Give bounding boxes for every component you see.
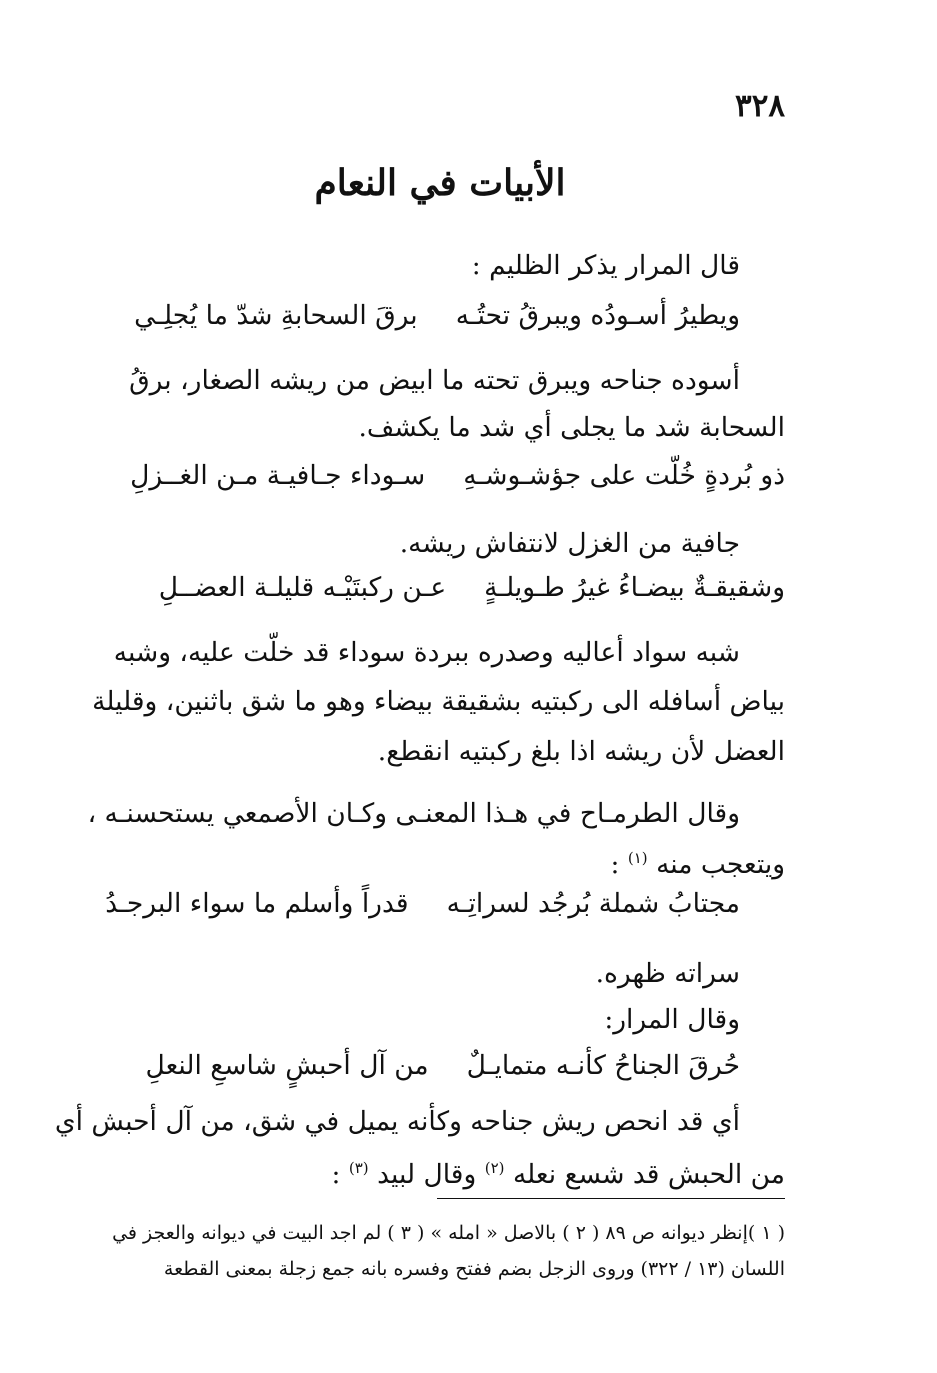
prose-line: العضل لأن ريشه اذا بلغ ركبتيه انقطع. — [377, 736, 785, 767]
prose-line: سراته ظهره. — [595, 958, 740, 989]
prose-line: أي قد انحص ريش جناحه وكأنه يميل في شق، من آل أحبش أي — [54, 1106, 740, 1137]
footnote-line: اللسان (١٣ / ٣٢٢) وروى الزجل بضم ففتح وفسره بانه جمع زجلة بمعنى القطعة — [163, 1258, 785, 1280]
verse-hemistich-second: من آل أحبشٍ شاسعِ النعلِ — [145, 1050, 429, 1081]
prose-line: وقال المرار: — [604, 1004, 740, 1035]
verse-hemistich-first: وشقيقـةٌ بيضـاءُ غيرُ طـويلـةٍ — [484, 572, 785, 603]
document-page — [54, 80, 785, 1310]
verse-hemistich-second: برقَ السحابةِ شدّ ما يُجلِـي — [134, 300, 418, 331]
verse-line — [95, 886, 740, 922]
prose-line: بياض أسافله الى ركبتيه بشقيقة بيضاء وهو ما شق باثنين، وقليلة — [92, 686, 785, 717]
footnote-ref: (١) — [627, 849, 648, 867]
footnote-separator — [437, 1198, 785, 1199]
page-number: ٣٢٨ — [735, 88, 785, 124]
verse-line — [95, 1048, 740, 1084]
verse-hemistich-first: ذو بُردةٍ خُلّت على جؤشـوشـهِ — [463, 460, 785, 491]
prose-line: قال المرار يذكر الظليم : — [471, 250, 740, 281]
verse-hemistich-first: ويطيرُ أسـودُه ويبرقُ تحتُـه — [455, 300, 740, 331]
page-title: الأبيات في النعام — [314, 162, 566, 204]
verse-hemistich-first: مجتابُ شملة بُرجُد لسراتِـه — [446, 888, 740, 919]
verse-hemistich-second: عـن ركبتَيْـه قليلـة العضــلِ — [158, 572, 447, 603]
verse-hemistich-second: سـوداء جـافيـة مـن الغــزلِ — [130, 460, 426, 491]
verse-hemistich-second: قدراً وأسلم ما سواء البرجـدُ — [105, 888, 409, 919]
verse-hemistich-first: حُرقَ الجناحُ كأنـه متمايـلٌ — [466, 1050, 740, 1081]
footnote-line: ( ١ )إنظر ديوانه ص ٨٩ ( ٢ ) بالاصل « امله » ( ٣ ) لم اجد البيت في ديوانه والعجز في — [112, 1222, 785, 1244]
verse-line — [95, 298, 740, 334]
footnote-ref: (٢) — [484, 1159, 505, 1177]
prose-line: أسوده جناحه ويبرق تحته ما ابيض من ريشه الصغار، برقُ — [129, 365, 740, 396]
prose-line: من الحبش قد شسع نعله $^{(٢)}$ وقال لبيد $^{(٣)}$ : — [331, 1158, 785, 1190]
verse-line — [95, 570, 785, 606]
prose-line: وقال الطرمـاح في هـذا المعنـى وكـان الأصمعي يستحسنـه ، — [87, 798, 740, 829]
prose-line: ويتعجب منه $^{(١)}$ : — [610, 848, 785, 880]
prose-line: السحابة شد ما يجلى أي شد ما يكشف. — [358, 412, 785, 443]
footnote-ref: (٣) — [348, 1159, 369, 1177]
verse-line — [95, 458, 785, 494]
prose-line: جافية من الغزل لانتفاش ريشه. — [399, 528, 740, 559]
prose-line: شبه سواد أعاليه وصدره ببردة سوداء قد خلّت عليه، وشبه — [113, 637, 740, 668]
